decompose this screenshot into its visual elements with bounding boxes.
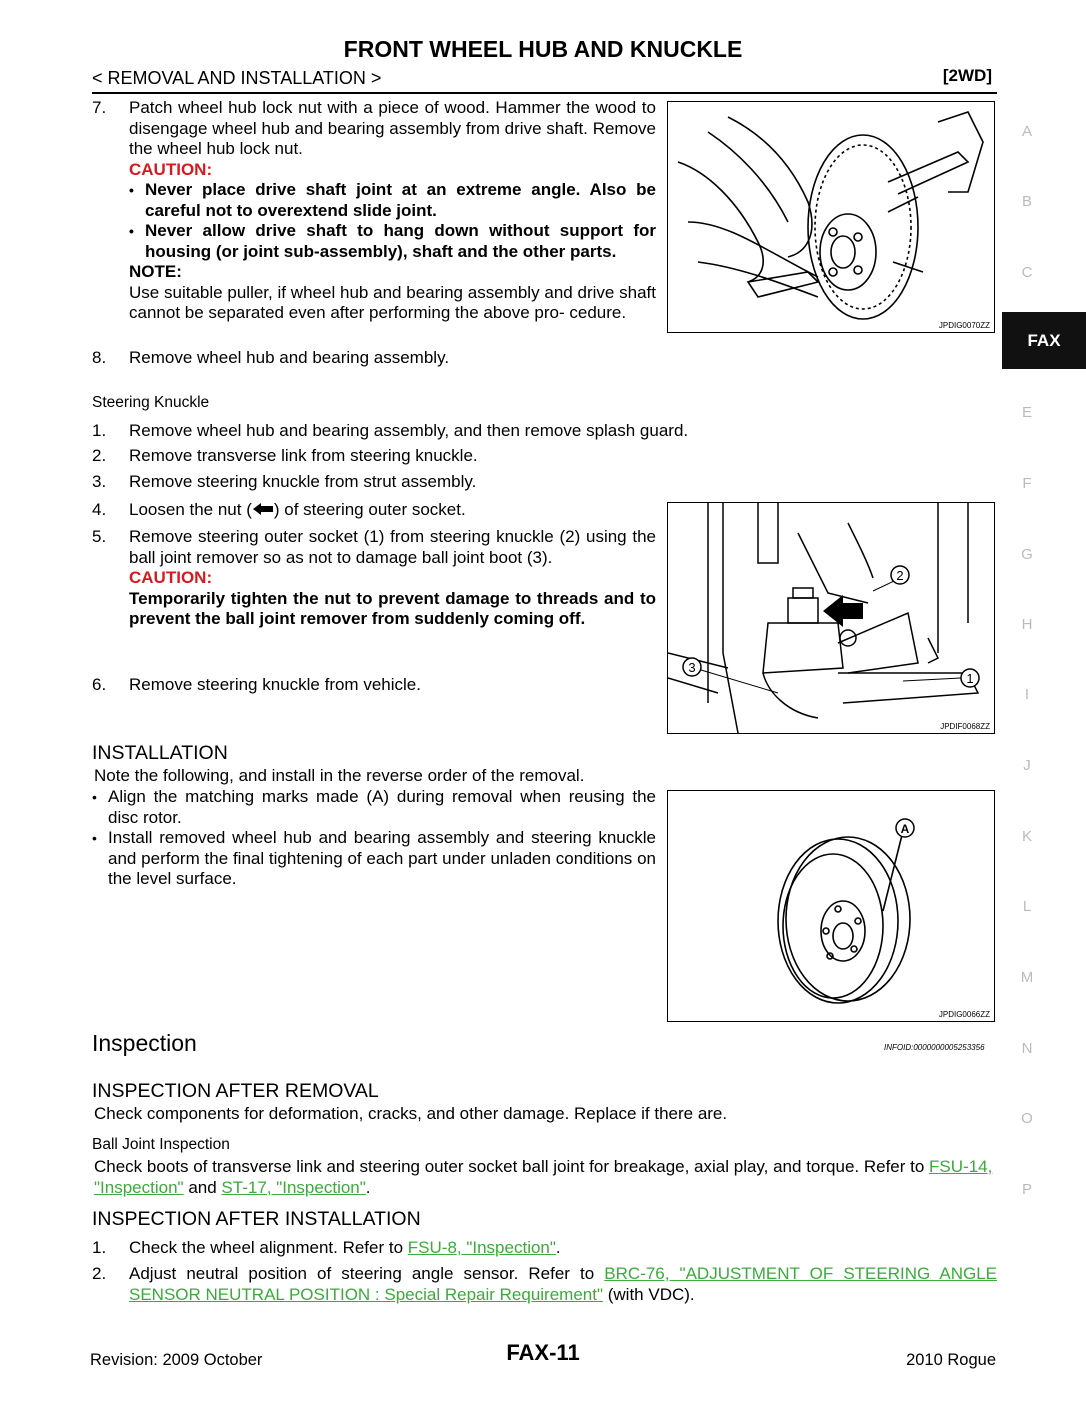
note-label: NOTE: — [129, 262, 182, 281]
step-number: 4. — [92, 500, 107, 519]
knuckle-step-2 — [92, 446, 999, 467]
step-text: Remove wheel hub and bearing assembly, and then remove splash guard. — [129, 421, 689, 440]
step-text: Adjust neutral position of steering angle sensor. Refer to — [129, 1264, 595, 1283]
section-tab-fax[interactable]: FAX — [1002, 312, 1086, 369]
caution-bullet: • Never place drive shaft joint at an extreme angle. Also be careful not to overextend slide joint. — [129, 180, 656, 221]
callout-1: 1 — [966, 671, 974, 686]
figure-knuckle-socket — [667, 502, 995, 734]
steering-knuckle-heading: Steering Knuckle — [92, 394, 210, 411]
side-letter[interactable]: B — [1021, 193, 1032, 210]
step-number: 1. — [92, 421, 107, 440]
callout-2: 2 — [896, 568, 904, 583]
knuckle-socket-illustration — [668, 503, 994, 733]
arrow-left-icon — [252, 502, 274, 516]
step-text: Remove steering knuckle from vehicle. — [129, 675, 421, 694]
link-brc-76[interactable]: BRC-76, "ADJUSTMENT OF STEERING ANGLE SENSOR NEUTRAL POSITION : Special Repair Requirement" — [129, 1264, 997, 1304]
step-number: 5. — [92, 527, 107, 546]
figure-code: JPDIG0070ZZ — [938, 321, 990, 330]
figure-code: JPDIG0066ZZ — [938, 1010, 990, 1019]
knuckle-step-3 — [92, 472, 999, 493]
step-8 — [92, 348, 656, 369]
inspection-after-removal-text: Check components for deformation, cracks, and other damage. Replace if there are. — [94, 1104, 728, 1123]
installation-bullets — [92, 787, 656, 890]
step-number: 2. — [92, 1264, 107, 1283]
inspection-step-2 — [92, 1264, 997, 1305]
step-tail: (with VDC). — [607, 1284, 695, 1304]
page-title: FRONT WHEEL HUB AND KNUCKLE — [343, 36, 743, 62]
footer-revision: Revision: 2009 October — [90, 1351, 263, 1369]
caution-label: CAUTION: — [129, 568, 213, 587]
side-letter[interactable]: O — [1021, 1110, 1033, 1127]
side-letter[interactable]: N — [1021, 1040, 1033, 1057]
knuckle-step-6 — [92, 675, 656, 696]
footer-model: 2010 Rogue — [906, 1351, 996, 1369]
note-text: Use suitable puller, if wheel hub and bearing assembly and drive shaft cannot be separated even after performing the above pro- cedure. — [129, 282, 656, 322]
knuckle-step-1 — [92, 421, 999, 442]
side-letter[interactable]: E — [1021, 404, 1032, 421]
installation-bullet: • Install removed wheel hub and bearing assembly and steering knuckle and perform the final tightening of each part under unladen conditions on the level surface. — [92, 828, 656, 890]
link-st-17[interactable]: ST-17, "Inspection" — [221, 1177, 366, 1197]
figure-disc-rotor — [667, 790, 995, 1022]
callout-3: 3 — [688, 660, 696, 675]
side-letter[interactable]: J — [1023, 757, 1031, 774]
side-letter[interactable]: L — [1022, 898, 1032, 915]
ball-joint-body: Check boots of transverse link and steering outer socket ball joint for breakage, axial play, and torque. Refer to — [94, 1157, 925, 1176]
side-letter[interactable]: H — [1021, 616, 1033, 633]
side-letter[interactable]: I — [1024, 686, 1030, 703]
step-number: 3. — [92, 472, 107, 491]
hub-removal-illustration — [668, 102, 994, 332]
step-text: Remove steering knuckle from strut assembly. — [129, 472, 477, 491]
step-text-before: Loosen the nut ( — [129, 500, 252, 519]
step-text: Check the wheel alignment. Refer to — [129, 1238, 404, 1257]
step-number: 7. — [92, 98, 107, 117]
knuckle-step-4 — [92, 500, 656, 521]
figure-hub-removal — [667, 101, 995, 333]
step-text: Remove steering outer socket (1) from steering knuckle (2) using the ball joint remover so as not to damage ball joint boot (3). — [129, 527, 656, 567]
step-number: 2. — [92, 446, 107, 465]
inspection-after-installation-heading: INSPECTION AFTER INSTALLATION — [92, 1208, 421, 1230]
step-7 — [92, 98, 656, 324]
side-letter[interactable]: G — [1021, 546, 1033, 563]
callout-a: A — [900, 822, 910, 836]
side-letter[interactable]: K — [1021, 828, 1032, 845]
header-rule — [92, 92, 997, 94]
inspection-step-1: 1. Check the wheel alignment. Refer to FSU-8, "Inspection". — [92, 1238, 561, 1257]
step-text: Remove wheel hub and bearing assembly. — [129, 348, 450, 367]
inspection-after-removal-heading: INSPECTION AFTER REMOVAL — [92, 1080, 379, 1102]
installation-intro: Note the following, and install in the reverse order of the removal. — [94, 766, 585, 785]
link-fsu-14[interactable]: FSU-14, "Inspection" — [94, 1157, 993, 1197]
ball-joint-text: Check boots of transverse link and steering outer socket ball joint for breakage, axial play, and torque. Refer to FSU-14, "Inspection" and ST-17, "Inspection". — [94, 1157, 993, 1197]
figure-code: JPDIF0068ZZ — [940, 722, 990, 731]
ball-joint-and: and — [188, 1177, 217, 1197]
side-letter[interactable]: C — [1021, 264, 1033, 281]
side-letter[interactable]: P — [1021, 1181, 1032, 1198]
caution-text: Temporarily tighten the nut to prevent damage to threads and to prevent the ball joint remover from suddenly coming off. — [129, 588, 656, 628]
installation-bullet: • Align the matching marks made (A) during removal when reusing the disc rotor. — [92, 787, 656, 828]
caution-label: CAUTION: — [129, 159, 213, 179]
installation-heading: INSTALLATION — [92, 742, 228, 764]
caution-bullet: • Never allow drive shaft to hang down without support for housing (or joint sub-assembly), shaft and the other parts. — [129, 221, 656, 262]
link-fsu-8[interactable]: FSU-8, "Inspection" — [407, 1238, 556, 1257]
drive-tag: [2WD] — [942, 66, 992, 85]
step-text-after: ) of steering outer socket. — [273, 500, 466, 519]
side-letter[interactable]: M — [1020, 969, 1034, 986]
knuckle-step-5 — [92, 527, 656, 630]
side-letter[interactable]: A — [1021, 123, 1032, 140]
side-letter[interactable]: F — [1022, 475, 1032, 492]
step-number: 8. — [92, 348, 107, 367]
step-text: Remove transverse link from steering knuckle. — [129, 446, 478, 465]
step-text: Patch wheel hub lock nut with a piece of wood. Hammer the wood to disengage wheel hub and bearing assembly from drive shaft. Remove the wheel hub lock nut. — [129, 98, 656, 158]
step-number: 6. — [92, 675, 107, 694]
disc-rotor-illustration — [668, 791, 994, 1021]
step-number: 1. — [92, 1238, 107, 1257]
ball-joint-heading: Ball Joint Inspection — [92, 1136, 230, 1153]
info-id: INFOID:0000000005253356 — [884, 1043, 985, 1052]
footer-page-number: FAX-11 — [506, 1340, 580, 1365]
inspection-heading: Inspection — [92, 1030, 197, 1056]
section-subtitle: < REMOVAL AND INSTALLATION > — [92, 68, 382, 88]
